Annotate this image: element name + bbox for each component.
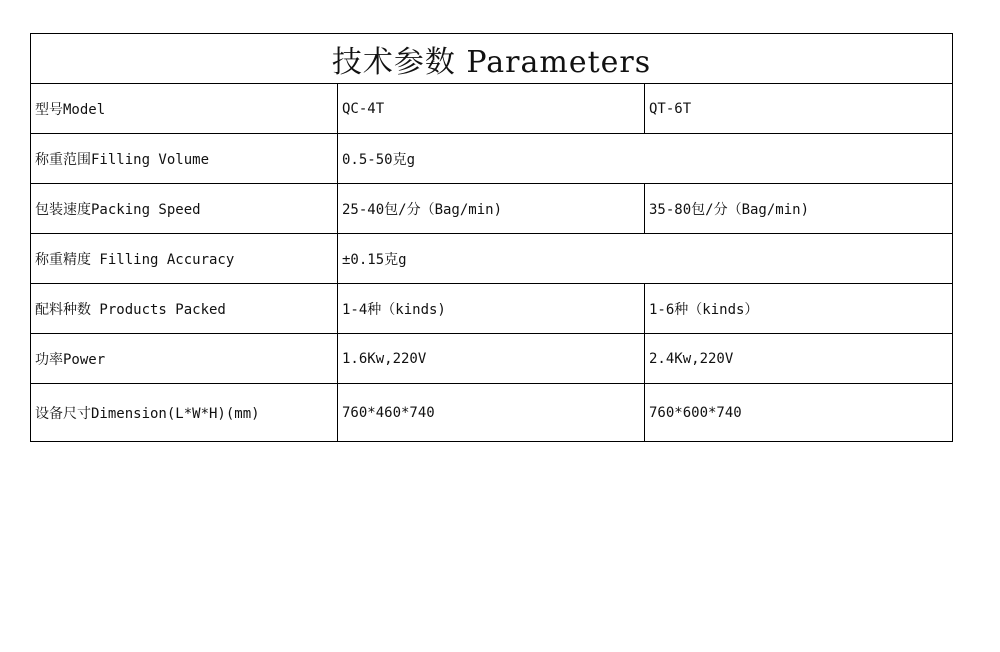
table-row-filling-volume [31, 134, 953, 184]
row-value-qt6t: 2.4Kw,220V [645, 334, 953, 384]
row-label: 称重精度 Filling Accuracy [31, 234, 338, 284]
table-title-row [31, 34, 953, 84]
row-label: 称重范围Filling Volume [31, 134, 338, 184]
row-label: 设备尺寸Dimension(L*W*H)(mm) [31, 384, 338, 442]
table-row-packing-speed [31, 184, 953, 234]
table-row-power [31, 334, 953, 384]
row-value-qt6t: 1-6种（kinds） [645, 284, 953, 334]
row-value-qc4t: 1-4种（kinds) [338, 284, 645, 334]
table-row-model [31, 84, 953, 134]
row-value-qc4t: QC-4T [338, 84, 645, 134]
table-row-filling-accuracy [31, 234, 953, 284]
row-value-qt6t: QT-6T [645, 84, 953, 134]
table-title: 技术参数 Parameters [31, 34, 953, 84]
row-label: 配料种数 Products Packed [31, 284, 338, 334]
row-value-qt6t: 760*600*740 [645, 384, 953, 442]
row-label: 型号Model [31, 84, 338, 134]
row-value-qc4t: 760*460*740 [338, 384, 645, 442]
row-label: 功率Power [31, 334, 338, 384]
parameters-table [30, 33, 953, 442]
table-row-dimension [31, 384, 953, 442]
row-value-shared: 0.5-50克g [338, 134, 953, 184]
row-value-qc4t: 1.6Kw,220V [338, 334, 645, 384]
row-value-qc4t: 25-40包/分（Bag/min) [338, 184, 645, 234]
row-value-shared: ±0.15克g [338, 234, 953, 284]
table-row-products-packed [31, 284, 953, 334]
row-value-qt6t: 35-80包/分（Bag/min) [645, 184, 953, 234]
row-label: 包装速度Packing Speed [31, 184, 338, 234]
